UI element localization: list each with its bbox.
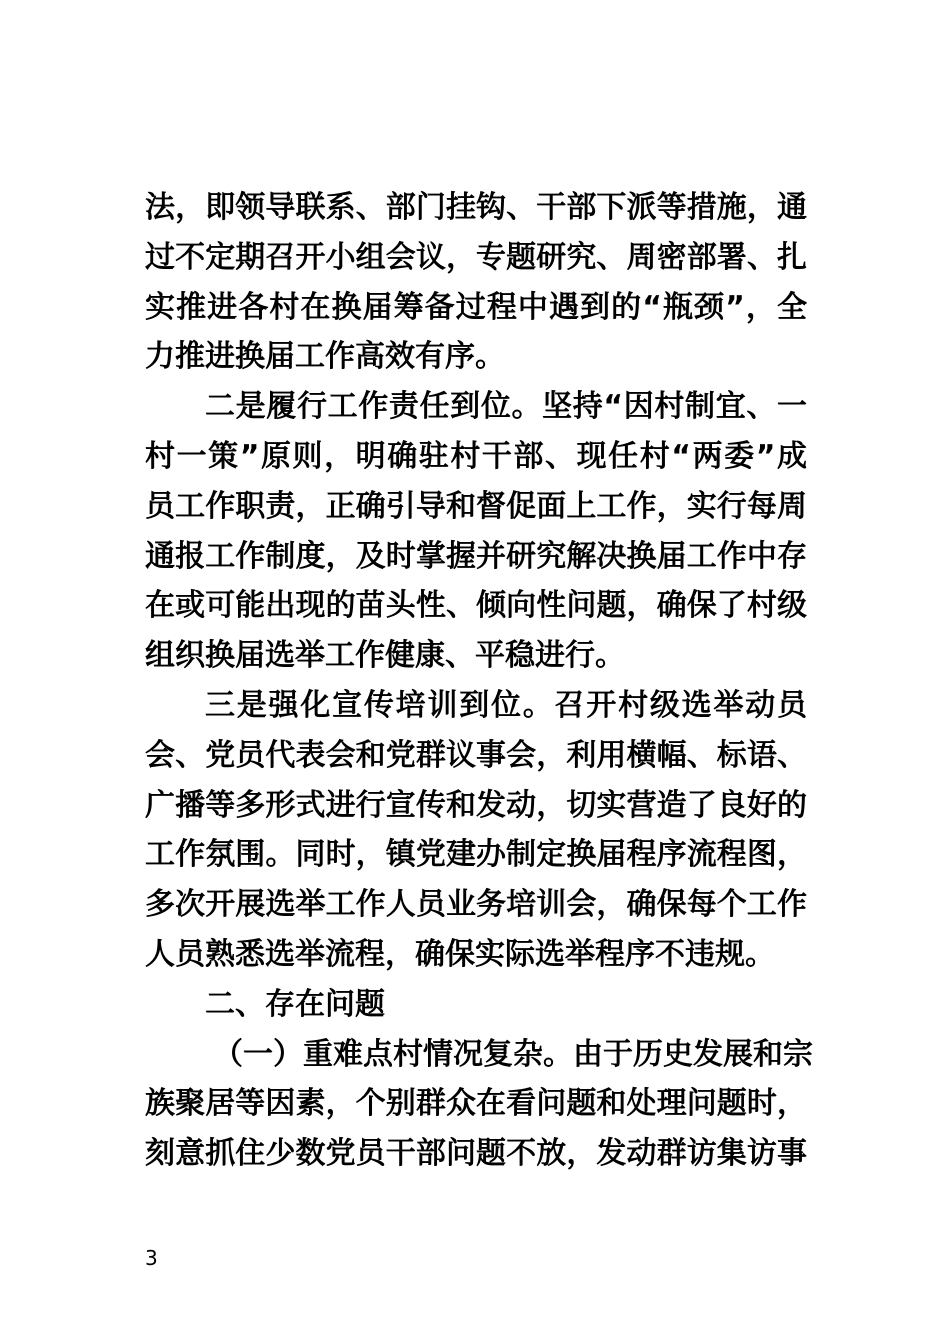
section-heading: [145, 980, 807, 1030]
page-number: 3: [145, 1246, 158, 1270]
text-line: 工作氛围。同时，镇党建办制定换届程序流程图，: [145, 837, 807, 873]
text-line: 实推进各村在换届筹备过程中遇到的“瓶颈”，全: [145, 289, 807, 325]
text-line: 通报工作制度，及时掌握并研究解决换届工作中存: [145, 538, 807, 574]
document-body: [145, 183, 813, 1179]
text-line: 组织换届选举工作健康、平稳进行。: [145, 638, 625, 674]
text-line: 二是履行工作责任到位。坚持“因村制宜、一: [205, 389, 807, 425]
text-line: 多次开展选举工作人员业务培训会，确保每个工作: [145, 887, 807, 923]
text-line: 三是强化宣传培训到位。召开村级选举动员: [205, 687, 807, 723]
text-line: 过不定期召开小组会议，专题研究、周密部署、扎: [145, 239, 807, 275]
text-line: 族聚居等因素，个别群众在看问题和处理问题时，: [145, 1086, 807, 1122]
text-line: 力推进换届工作高效有序。: [145, 339, 505, 375]
paragraph-publicity: [145, 681, 807, 980]
text-line: （一）重难点村情况复杂。由于历史发展和宗: [213, 1036, 813, 1072]
text-line: 员工作职责，正确引导和督促面上工作，实行每周: [145, 488, 807, 524]
text-line: 村一策”原则，明确驻村干部、现任村“两委”成: [145, 438, 807, 474]
text-line: 在或可能出现的苗头性、倾向性问题，确保了村级: [145, 588, 807, 624]
text-line: 广播等多形式进行宣传和发动，切实营造了良好的: [145, 787, 807, 823]
paragraph-duty: [145, 382, 807, 681]
text-line: 会、党员代表会和党群议事会，利用横幅、标语、: [145, 737, 807, 773]
heading-text: 二、存在问题: [205, 986, 385, 1022]
text-line: 刻意抓住少数党员干部问题不放，发动群访集访事: [145, 1136, 807, 1172]
text-line: 法，即领导联系、部门挂钩、干部下派等措施，通: [145, 190, 807, 225]
paragraph-problem-1: [145, 1030, 813, 1179]
text-line: 人员熟悉选举流程，确保实际选举程序不违规。: [145, 936, 775, 972]
paragraph-continuation: [145, 183, 807, 382]
